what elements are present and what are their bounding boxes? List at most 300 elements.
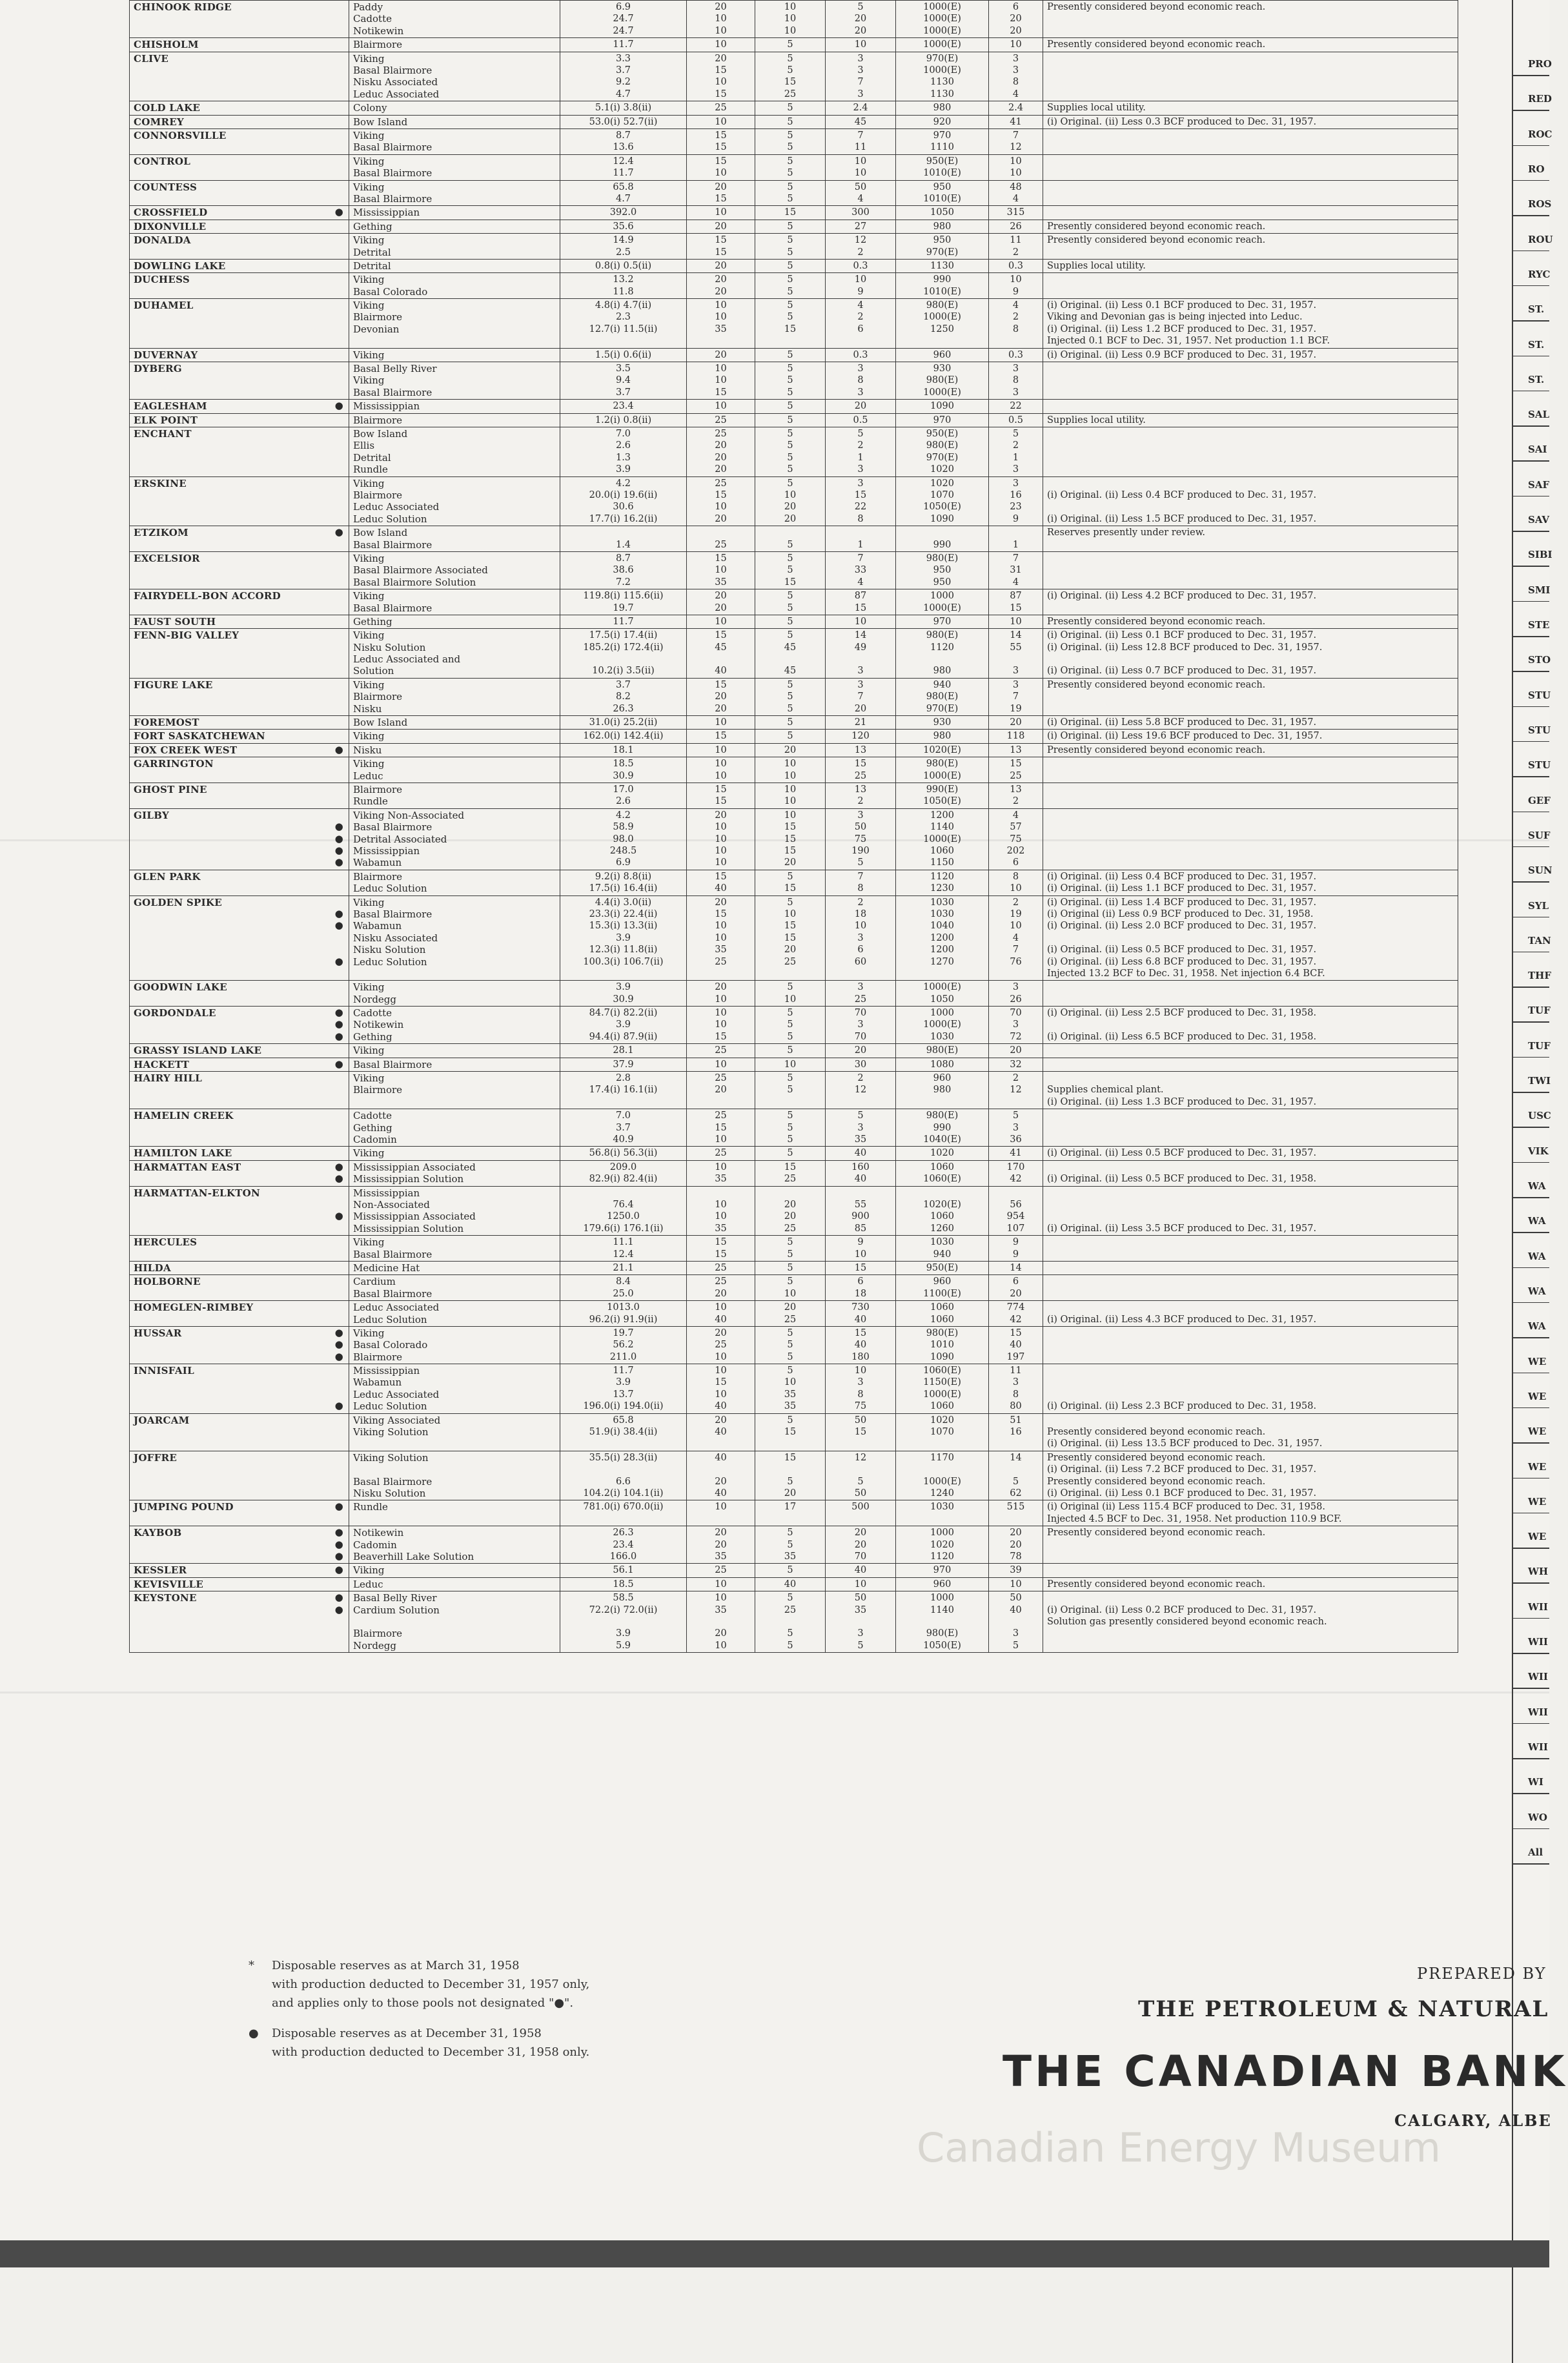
field-name-cell <box>130 220 349 233</box>
value-cell-4 <box>896 678 989 715</box>
cell-line: 6 <box>857 323 864 334</box>
zone-cell <box>349 1275 560 1301</box>
cell-line: 9 <box>1012 1237 1019 1248</box>
cell-line: 20 <box>715 513 727 524</box>
value-cell-5 <box>989 870 1043 895</box>
designation-dot: ● <box>334 821 343 833</box>
value-cell-3 <box>826 1326 896 1364</box>
reserves-cell <box>560 115 687 128</box>
value-cell-4 <box>896 1413 989 1451</box>
value-cell-1 <box>687 1326 755 1364</box>
cell-line <box>691 968 751 979</box>
value-cell-3 <box>826 1109 896 1147</box>
cell-line: 62 <box>1010 1488 1022 1499</box>
cell-line: 11.7 <box>613 168 634 179</box>
field-name: COMREY <box>134 116 185 128</box>
cell-line <box>1047 1339 1454 1351</box>
cell-line: 0.3 <box>853 349 868 360</box>
cell-line: Mississippian Associated <box>353 1161 476 1173</box>
cell-line: 10.2(i) 3.5(ii) <box>592 666 655 677</box>
remarks-cell <box>1043 743 1458 757</box>
cell-line: Paddy <box>353 1 383 13</box>
designation-marks <box>335 526 343 550</box>
zone-cell <box>349 1564 560 1577</box>
table-row <box>130 101 1458 115</box>
cell-line: (i) Original. (ii) Less 4.2 BCF produced to Dec. 31, 1957. <box>1047 591 1317 602</box>
cell-line: 980(E) <box>926 1110 959 1121</box>
cell-line: 96.2(i) 91.9(ii) <box>589 1314 658 1325</box>
cell-line: 10 <box>784 784 797 795</box>
field-name: DONALDA <box>134 234 191 247</box>
cell-line: Nisku Solution <box>353 944 426 956</box>
cell-line: 30 <box>854 1059 867 1070</box>
cell-line: 1030 <box>930 1031 954 1042</box>
cell-line <box>759 527 821 538</box>
field-name-cell <box>130 757 349 783</box>
field-name-cell <box>130 362 349 400</box>
cell-line: 11.1 <box>613 1237 634 1248</box>
cell-line <box>1047 1389 1454 1400</box>
field-name: CHINOOK RIDGE <box>134 1 232 13</box>
cell-line: 15.3(i) 13.3(ii) <box>589 921 658 932</box>
zone-cell <box>349 1261 560 1274</box>
cell-line: 3.9 <box>615 982 631 993</box>
value-cell-1 <box>687 589 755 615</box>
zone-cell <box>349 1236 560 1262</box>
designation-dot: ● <box>334 526 343 538</box>
value-cell-4 <box>896 115 989 128</box>
field-name: HARMATTAN EAST <box>134 1161 241 1173</box>
designation-marks <box>335 1564 343 1575</box>
right-edge-label: ROC <box>1528 128 1553 140</box>
cell-line: 10 <box>784 1059 797 1070</box>
cell-line: 78 <box>1010 1551 1022 1562</box>
cell-line: 4 <box>1012 193 1019 204</box>
value-cell-5 <box>989 808 1043 870</box>
cell-line: 5 <box>787 1073 793 1084</box>
cell-line: Viking Associated <box>353 1414 441 1426</box>
cell-line: 1 <box>857 452 864 463</box>
cell-line: Viking <box>353 1564 385 1577</box>
cell-line: 5 <box>787 1640 793 1651</box>
table-row <box>130 273 1458 299</box>
right-edge-label: ROU <box>1528 233 1553 245</box>
cell-line: 1090 <box>930 513 954 524</box>
right-edge-rule <box>1512 1513 1549 1514</box>
field-name: GARRINGTON <box>134 758 214 770</box>
right-edge-label: SAL <box>1528 409 1550 421</box>
value-cell-3 <box>826 1275 896 1301</box>
remarks-cell <box>1043 551 1458 589</box>
right-edge-rule <box>1512 145 1549 147</box>
watermark: Canadian Energy Museum <box>917 2124 1441 2171</box>
cell-line: Basal Blairmore Solution <box>353 576 476 588</box>
right-edge-rule <box>1512 1758 1549 1759</box>
field-name: CROSSFIELD <box>134 207 208 219</box>
designation-marks <box>335 206 343 218</box>
cell-line: 40 <box>715 666 727 677</box>
value-cell-1 <box>687 1564 755 1577</box>
cell-line: 1020 <box>930 1539 954 1550</box>
cell-line: 1200 <box>930 945 954 956</box>
zone-cell <box>349 1364 560 1414</box>
value-cell-3 <box>826 783 896 809</box>
value-cell-5 <box>989 1109 1043 1147</box>
cell-line: Cadotte <box>353 1007 392 1019</box>
value-cell-3 <box>826 128 896 154</box>
cell-line: Nisku <box>353 744 382 756</box>
cell-line: (i) Original. (ii) Less 4.3 BCF produced to Dec. 31, 1957. <box>1047 1314 1317 1325</box>
cell-line: 20 <box>1010 1288 1022 1299</box>
field-name: HAMILTON LAKE <box>134 1147 232 1160</box>
cell-line: 10 <box>854 156 867 167</box>
cell-line: 40 <box>854 1174 867 1185</box>
cell-line: 70 <box>854 1031 867 1042</box>
cell-line: 40 <box>1010 1340 1022 1351</box>
cell-line: 315 <box>1006 207 1025 218</box>
remarks-cell <box>1043 678 1458 715</box>
cell-line: 11 <box>854 142 867 153</box>
field-name: FIGURE LAKE <box>134 679 213 691</box>
value-cell-5 <box>989 273 1043 299</box>
value-cell-1 <box>687 38 755 52</box>
value-cell-4 <box>896 1577 989 1591</box>
cell-line: 1000(E) <box>923 65 961 76</box>
table-row <box>130 1564 1458 1577</box>
cell-line: 35 <box>784 1551 797 1562</box>
cell-line: 5 <box>787 387 793 398</box>
cell-line: 980(E) <box>926 1628 959 1639</box>
cell-line: 5 <box>787 871 793 882</box>
cell-line: Devonian <box>353 323 400 335</box>
table-row <box>130 1072 1458 1109</box>
cell-line: 35 <box>715 1223 727 1234</box>
cell-line: (i) Original (ii) Less 115.4 BCF produced to Dec. 31, 1958. <box>1047 1502 1325 1513</box>
cell-line: Leduc <box>353 1578 383 1590</box>
cell-line <box>1047 452 1454 464</box>
designation-dot <box>335 1615 343 1627</box>
cell-line: 15 <box>784 207 797 218</box>
value-cell-2 <box>755 273 826 299</box>
cell-line: Wabamun <box>353 857 402 869</box>
cell-line: 10 <box>715 1199 727 1210</box>
value-cell-2 <box>755 678 826 715</box>
value-cell-4 <box>896 234 989 260</box>
cell-line: 1000(E) <box>923 312 961 323</box>
remarks-cell <box>1043 38 1458 52</box>
cell-line: 58.9 <box>613 822 634 833</box>
value-cell-4 <box>896 180 989 206</box>
field-name-cell <box>130 808 349 870</box>
cell-line: 1090 <box>930 401 954 412</box>
value-cell-2 <box>755 362 826 400</box>
designation-dot: ● <box>334 1550 343 1562</box>
cell-line: 3 <box>857 53 864 64</box>
remarks-cell <box>1043 1147 1458 1160</box>
cell-line: 20 <box>854 1539 867 1550</box>
designation-dot <box>335 1187 343 1198</box>
cell-line: Mississippian <box>353 400 420 413</box>
cell-line: 10 <box>715 822 727 833</box>
cell-line <box>1047 167 1454 179</box>
cell-line: 940 <box>933 1249 952 1260</box>
cell-line: Bow Island <box>353 116 408 128</box>
cell-line: 8 <box>857 375 864 386</box>
cell-line: 7 <box>857 871 864 882</box>
zone-cell <box>349 743 560 757</box>
cell-line: 20 <box>715 260 727 271</box>
right-edge-label: SYL <box>1528 899 1549 912</box>
cell-line <box>993 1187 1039 1199</box>
remarks-cell <box>1043 52 1458 101</box>
cell-line: 3 <box>1012 65 1019 76</box>
cell-line: 10 <box>715 834 727 844</box>
right-edge-rule <box>1512 812 1549 813</box>
cell-line: 94.4(i) 87.9(ii) <box>589 1031 658 1042</box>
field-name-cell <box>130 895 349 981</box>
right-edge-label: SUN <box>1528 864 1553 877</box>
cell-line: 57 <box>1010 822 1022 833</box>
cell-line: Viking <box>353 1327 385 1339</box>
value-cell-5 <box>989 1591 1043 1653</box>
value-cell-3 <box>826 52 896 101</box>
cell-line: 84.7(i) 82.2(ii) <box>589 1008 658 1019</box>
cell-line: 30.9 <box>613 770 634 781</box>
cell-line: 15 <box>715 731 727 742</box>
cell-line: 20 <box>715 181 727 192</box>
cell-line: 23.3(i) 22.4(ii) <box>589 908 658 919</box>
cell-line: 104.2(i) 104.1(ii) <box>583 1488 664 1499</box>
field-name-cell <box>130 1500 349 1526</box>
cell-line: 18.1 <box>613 744 634 755</box>
cell-line: 1130 <box>930 77 954 88</box>
cell-line: 25 <box>715 956 727 967</box>
value-cell-1 <box>687 551 755 589</box>
zone-cell <box>349 526 560 552</box>
value-cell-1 <box>687 1275 755 1301</box>
cell-line: 12 <box>854 235 867 246</box>
zone-cell <box>349 427 560 477</box>
cell-line: 3 <box>857 1628 864 1639</box>
cell-line: 4 <box>1012 810 1019 821</box>
field-name-cell <box>130 154 349 180</box>
cell-line: 15 <box>715 88 727 99</box>
value-cell-5 <box>989 1160 1043 1186</box>
field-name: GRASSY ISLAND LAKE <box>134 1045 262 1057</box>
value-cell-4 <box>896 870 989 895</box>
zone-cell <box>349 1500 560 1526</box>
right-edge-label: STU <box>1528 759 1551 772</box>
cell-line: 197 <box>1006 1351 1025 1362</box>
cell-line: 392.0 <box>609 207 637 218</box>
right-edge-rule <box>1512 531 1549 532</box>
cell-line: 16 <box>1010 489 1022 500</box>
cell-line <box>353 968 556 979</box>
value-cell-3 <box>826 154 896 180</box>
field-name: DUHAMEL <box>134 300 194 312</box>
cell-line: 3 <box>1012 982 1019 993</box>
cell-line: 15 <box>854 489 867 500</box>
cell-line: 45 <box>854 116 867 127</box>
cell-line: Colony <box>353 102 387 114</box>
cell-line: 2.8 <box>615 1073 631 1084</box>
table-row <box>130 870 1458 895</box>
cell-line: 970 <box>933 1565 952 1576</box>
cell-line: 20 <box>715 897 727 908</box>
cell-line: 500 <box>851 1502 870 1513</box>
field-name: EXCELSIOR <box>134 552 200 564</box>
cell-line: 11 <box>1010 1366 1022 1376</box>
cell-line: Injected 0.1 BCF to Dec. 31, 1957. Net production 1.1 BCF. <box>1047 336 1330 347</box>
field-name-cell <box>130 981 349 1007</box>
value-cell-2 <box>755 1236 826 1262</box>
cell-line <box>1047 1539 1454 1551</box>
reserves-cell <box>560 348 687 362</box>
field-name-cell <box>130 206 349 220</box>
reserves-cell <box>560 1072 687 1109</box>
value-cell-2 <box>755 730 826 743</box>
cell-line: 35 <box>854 1604 867 1615</box>
cell-line <box>759 335 821 347</box>
value-cell-3 <box>826 1591 896 1653</box>
value-cell-2 <box>755 1147 826 1160</box>
table-row <box>130 52 1458 101</box>
cell-line: Medicine Hat <box>353 1262 420 1274</box>
cell-line: Nisku Solution <box>353 1487 426 1499</box>
cell-line: 20 <box>1010 717 1022 728</box>
value-cell-3 <box>826 413 896 427</box>
reserves-cell <box>560 128 687 154</box>
designation-marks <box>335 744 343 755</box>
cell-line: Cardium <box>353 1276 396 1288</box>
cell-line: 5 <box>787 103 793 114</box>
field-name-cell <box>130 299 349 349</box>
cell-line: Rundle <box>353 795 388 808</box>
cell-line: 162.0(i) 142.4(ii) <box>583 731 664 742</box>
cell-line: 10 <box>715 375 727 386</box>
value-cell-2 <box>755 427 826 477</box>
cell-line: Mississippian <box>353 207 420 219</box>
reserves-cell <box>560 1160 687 1186</box>
value-cell-1 <box>687 743 755 757</box>
cell-line: 7.2 <box>615 577 631 588</box>
value-cell-2 <box>755 52 826 101</box>
cell-line <box>1047 1365 1454 1376</box>
cell-line: 15 <box>784 77 797 88</box>
right-edge-label: WII <box>1528 1601 1548 1613</box>
cell-line: 25 <box>715 103 727 114</box>
table-row <box>130 400 1458 413</box>
reserves-cell <box>560 743 687 757</box>
cell-line <box>830 968 891 979</box>
table-row <box>130 743 1458 757</box>
reserves-cell <box>560 1275 687 1301</box>
cell-line: 5 <box>787 1262 793 1273</box>
cell-line: (i) Original. (ii) Less 12.8 BCF produced to Dec. 31, 1957. <box>1047 642 1323 653</box>
reserves-cell <box>560 220 687 233</box>
field-name-cell <box>130 1564 349 1577</box>
cell-line: 1 <box>857 539 864 550</box>
cell-line: 10 <box>715 25 727 36</box>
reserves-cell <box>560 1577 687 1591</box>
cell-line <box>830 1464 891 1475</box>
cell-line <box>691 1438 751 1449</box>
cell-line: 18 <box>854 908 867 919</box>
cell-line: 4 <box>1012 932 1019 943</box>
cell-line: 980(E) <box>926 553 959 564</box>
value-cell-5 <box>989 348 1043 362</box>
cell-line: 10 <box>715 1161 727 1172</box>
cell-line: 1013.0 <box>607 1302 640 1313</box>
cell-line: 3 <box>1012 1628 1019 1639</box>
cell-line: 10 <box>784 1377 797 1388</box>
cell-line: 5 <box>787 274 793 285</box>
cell-line: 25 <box>715 1148 727 1159</box>
value-cell-1 <box>687 730 755 743</box>
value-cell-5 <box>989 400 1043 413</box>
field-name-cell <box>130 273 349 299</box>
right-edge-label: WII <box>1528 1636 1548 1648</box>
right-edge-rule <box>1512 1828 1549 1830</box>
cell-line: 10 <box>784 994 797 1005</box>
designation-dot <box>335 1513 343 1524</box>
cell-line: 5 <box>787 401 793 412</box>
cell-line: 10 <box>715 363 727 374</box>
cell-line <box>564 1438 682 1449</box>
right-edge-label: SMI <box>1528 584 1551 596</box>
cell-line: 40 <box>715 1427 727 1438</box>
right-edge-label: WA <box>1528 1250 1546 1262</box>
cell-line: 5.1(i) 3.8(ii) <box>595 103 652 114</box>
cell-line: 1070 <box>930 1427 954 1438</box>
right-edge-label: ST. <box>1528 373 1545 385</box>
cell-line: 3 <box>1012 1019 1019 1030</box>
cell-line: 15 <box>715 630 727 641</box>
cell-line: Leduc Solution <box>353 513 427 525</box>
value-cell-4 <box>896 615 989 628</box>
remarks-cell <box>1043 1007 1458 1044</box>
value-cell-3 <box>826 362 896 400</box>
cell-line <box>993 1464 1039 1475</box>
field-name-cell <box>130 1147 349 1160</box>
cell-line: 15 <box>715 65 727 76</box>
cell-line: Leduc Associated <box>353 501 440 513</box>
cell-line: Viking <box>353 1236 385 1249</box>
cell-line: (i) Original. (ii) Less 0.5 BCF produced to Dec. 31, 1958. <box>1047 1174 1317 1185</box>
cell-line: 8 <box>857 883 864 894</box>
cell-line: 5 <box>1012 429 1019 440</box>
cell-line: 23.4 <box>613 1539 634 1550</box>
cell-line: 10 <box>715 770 727 781</box>
cell-line: 56.8(i) 56.3(ii) <box>589 1148 658 1159</box>
cell-line: 25 <box>715 1073 727 1084</box>
cell-line: 20 <box>715 1327 727 1338</box>
cell-line: (i) Original. (ii) Less 1.2 BCF produced to Dec. 31, 1957. <box>1047 323 1317 334</box>
cell-line: 5 <box>857 1110 864 1121</box>
cell-line: 3 <box>857 1019 864 1030</box>
remarks-cell <box>1043 757 1458 783</box>
value-cell-1 <box>687 1186 755 1236</box>
cell-line <box>1047 464 1454 475</box>
cell-line: 5 <box>787 452 793 463</box>
cell-line: 25.0 <box>613 1288 634 1299</box>
cell-line: 5 <box>787 464 793 475</box>
value-cell-2 <box>755 206 826 220</box>
cell-line: 5 <box>787 349 793 360</box>
cell-line: 15 <box>784 1161 797 1172</box>
cell-line: 3 <box>857 88 864 99</box>
right-edge-rule <box>1512 706 1549 708</box>
